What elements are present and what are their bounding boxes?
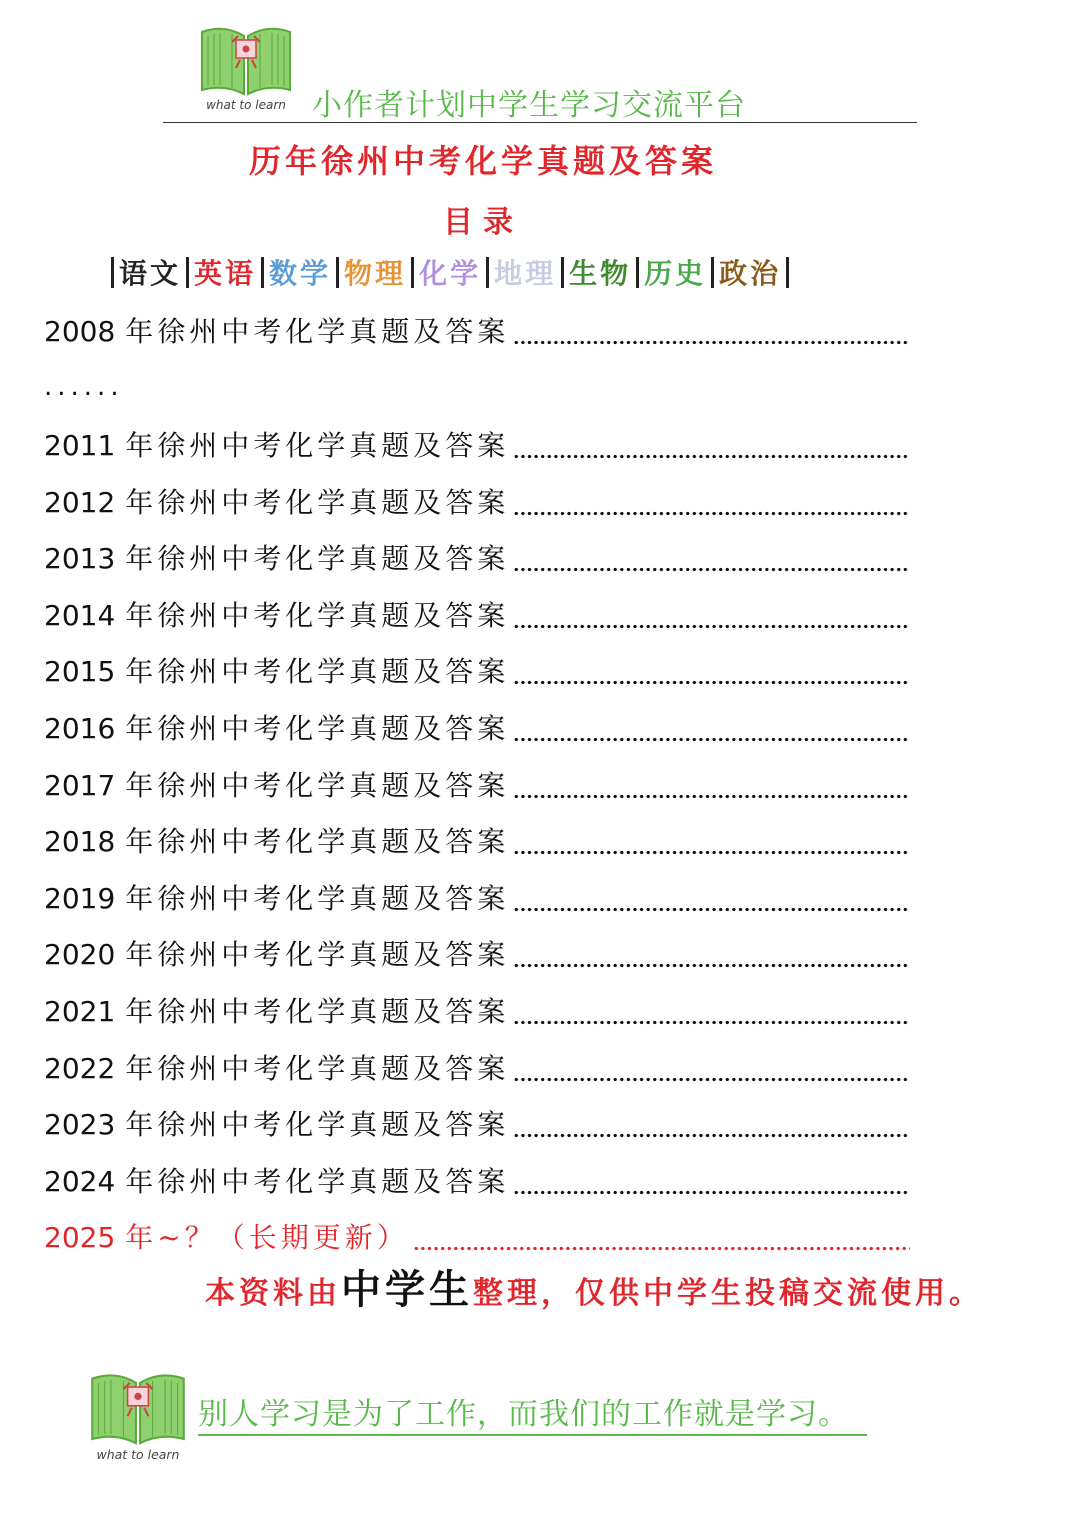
toc-dot-leader (513, 850, 910, 855)
toc-entry[interactable] (44, 1043, 910, 1087)
header-divider (163, 122, 917, 123)
toc-entry-title: 年徐州中考化学真题及答案 (125, 485, 510, 519)
toc-dot-leader (513, 624, 910, 629)
nav-separator (186, 257, 189, 288)
toc-entry-year: 2012 (44, 485, 116, 519)
book-logo-icon (86, 1360, 190, 1464)
toc-entry-year: 2020 (44, 938, 116, 972)
toc-entry-title: 年徐州中考化学真题及答案 (125, 995, 510, 1028)
toc-entry-year: 2022 (44, 1051, 116, 1085)
subject-link[interactable]: 语文 (119, 257, 182, 290)
toc-entry[interactable] (44, 816, 910, 860)
toc-dot-leader (513, 907, 910, 912)
toc-entry-year: 2019 (44, 881, 116, 915)
subject-nav (106, 250, 794, 294)
nav-separator (111, 257, 114, 288)
notice-suffix: 整理，仅供中学生投稿交流使用。 (473, 1276, 983, 1311)
notice (205, 1268, 983, 1316)
toc-entry-title: 年徐州中考化学真题及答案 (125, 1164, 510, 1198)
toc-entry[interactable] (44, 929, 910, 973)
toc-entry[interactable] (44, 590, 910, 634)
toc-entry-year: 2013 (44, 542, 116, 576)
notice-prefix: 本资料由 (205, 1276, 341, 1311)
page-title: 历年徐州中考化学真题及答案 (248, 142, 717, 180)
toc-entry[interactable] (44, 986, 910, 1030)
toc-entry-title: 年徐州中考化学真题及答案 (125, 881, 510, 915)
nav-separator (336, 257, 339, 288)
book-logo-icon (196, 14, 296, 114)
toc-ellipsis: ...... (44, 372, 124, 402)
subject-link[interactable]: 数学 (269, 257, 332, 290)
nav-separator (486, 257, 489, 288)
nav-separator (786, 257, 789, 288)
toc-dot-leader (513, 1190, 910, 1195)
toc-entry-title: 年徐州中考化学真题及答案 (125, 315, 510, 348)
notice-emphasis: 中学生 (341, 1266, 473, 1313)
toc-dot-leader (513, 1133, 910, 1138)
toc-dot-leader (513, 963, 910, 968)
toc-entry-title: 年徐州中考化学真题及答案 (125, 598, 510, 632)
subject-link[interactable]: 地理 (494, 257, 557, 290)
subject-link[interactable]: 历史 (644, 257, 707, 290)
toc-dot-leader (513, 1077, 910, 1082)
subject-link[interactable]: 政治 (719, 257, 782, 290)
toc-entry-year: 2015 (44, 655, 116, 689)
toc-entry-title: 年徐州中考化学真题及答案 (125, 938, 510, 972)
nav-separator (711, 257, 714, 288)
toc-heading: 目录 (443, 205, 523, 240)
toc-entry-year: 2021 (44, 995, 116, 1028)
subject-link[interactable]: 英语 (194, 257, 257, 290)
toc-dot-leader (513, 680, 910, 685)
toc-entry[interactable] (44, 533, 910, 577)
toc-entry[interactable] (44, 477, 910, 521)
toc-entry-year: 2016 (44, 712, 116, 745)
logo-caption: what to learn (206, 98, 286, 112)
toc-dot-leader (513, 1020, 910, 1025)
toc-dot-leader (413, 1246, 910, 1251)
nav-separator (561, 257, 564, 288)
toc-entry[interactable] (44, 760, 910, 804)
toc-entry-year: 2024 (44, 1164, 116, 1198)
toc-dot-leader (513, 567, 910, 572)
toc-entry-title: 年徐州中考化学真题及答案 (125, 655, 510, 689)
toc-dot-leader (513, 340, 910, 345)
toc-entry-year: 2023 (44, 1108, 116, 1142)
toc-entry-title: 年徐州中考化学真题及答案 (125, 1108, 510, 1142)
platform-name: 小作者计划中学生学习交流平台 (312, 88, 746, 123)
nav-separator (636, 257, 639, 288)
toc-entry-year: 2017 (44, 768, 116, 802)
toc-entry[interactable] (44, 306, 910, 350)
toc-dot-leader (513, 794, 910, 799)
toc-entry-year: 2011 (44, 429, 116, 462)
toc-entry-title: 年徐州中考化学真题及答案 (125, 1051, 510, 1085)
toc-entry[interactable] (44, 873, 910, 917)
toc-entry-year: 2025 (44, 1221, 116, 1255)
subject-link[interactable]: 化学 (419, 257, 482, 290)
toc-dot-leader (513, 737, 910, 742)
toc-entry[interactable] (44, 420, 910, 464)
toc-entry-year: 2014 (44, 598, 116, 632)
logo-caption: what to learn (96, 1446, 180, 1462)
toc-entry[interactable] (44, 1156, 910, 1200)
subject-link[interactable]: 物理 (344, 257, 407, 290)
nav-separator (411, 257, 414, 288)
toc-entry-year: 2018 (44, 825, 116, 859)
toc-entry-title: 年徐州中考化学真题及答案 (125, 712, 510, 745)
toc-entry-title: 年徐州中考化学真题及答案 (125, 768, 510, 802)
toc-entry-upcoming[interactable] (44, 1212, 910, 1256)
toc-entry-title: 年~？（长期更新） (125, 1221, 409, 1255)
toc-entry-title: 年徐州中考化学真题及答案 (125, 429, 510, 462)
toc-entry-title: 年徐州中考化学真题及答案 (125, 825, 510, 859)
toc-entry-year: 2008 (44, 315, 116, 348)
footer-slogan-link[interactable]: 别人学习是为了工作，而我们的工作就是学习。 (198, 1396, 867, 1436)
toc-dot-leader (513, 511, 910, 516)
toc-entry[interactable] (44, 703, 910, 747)
toc-entry[interactable] (44, 646, 910, 690)
toc-dot-leader (513, 454, 910, 459)
nav-separator (261, 257, 264, 288)
subject-link[interactable]: 生物 (569, 257, 632, 290)
toc-entry[interactable] (44, 1099, 910, 1143)
toc-entry-title: 年徐州中考化学真题及答案 (125, 542, 510, 576)
